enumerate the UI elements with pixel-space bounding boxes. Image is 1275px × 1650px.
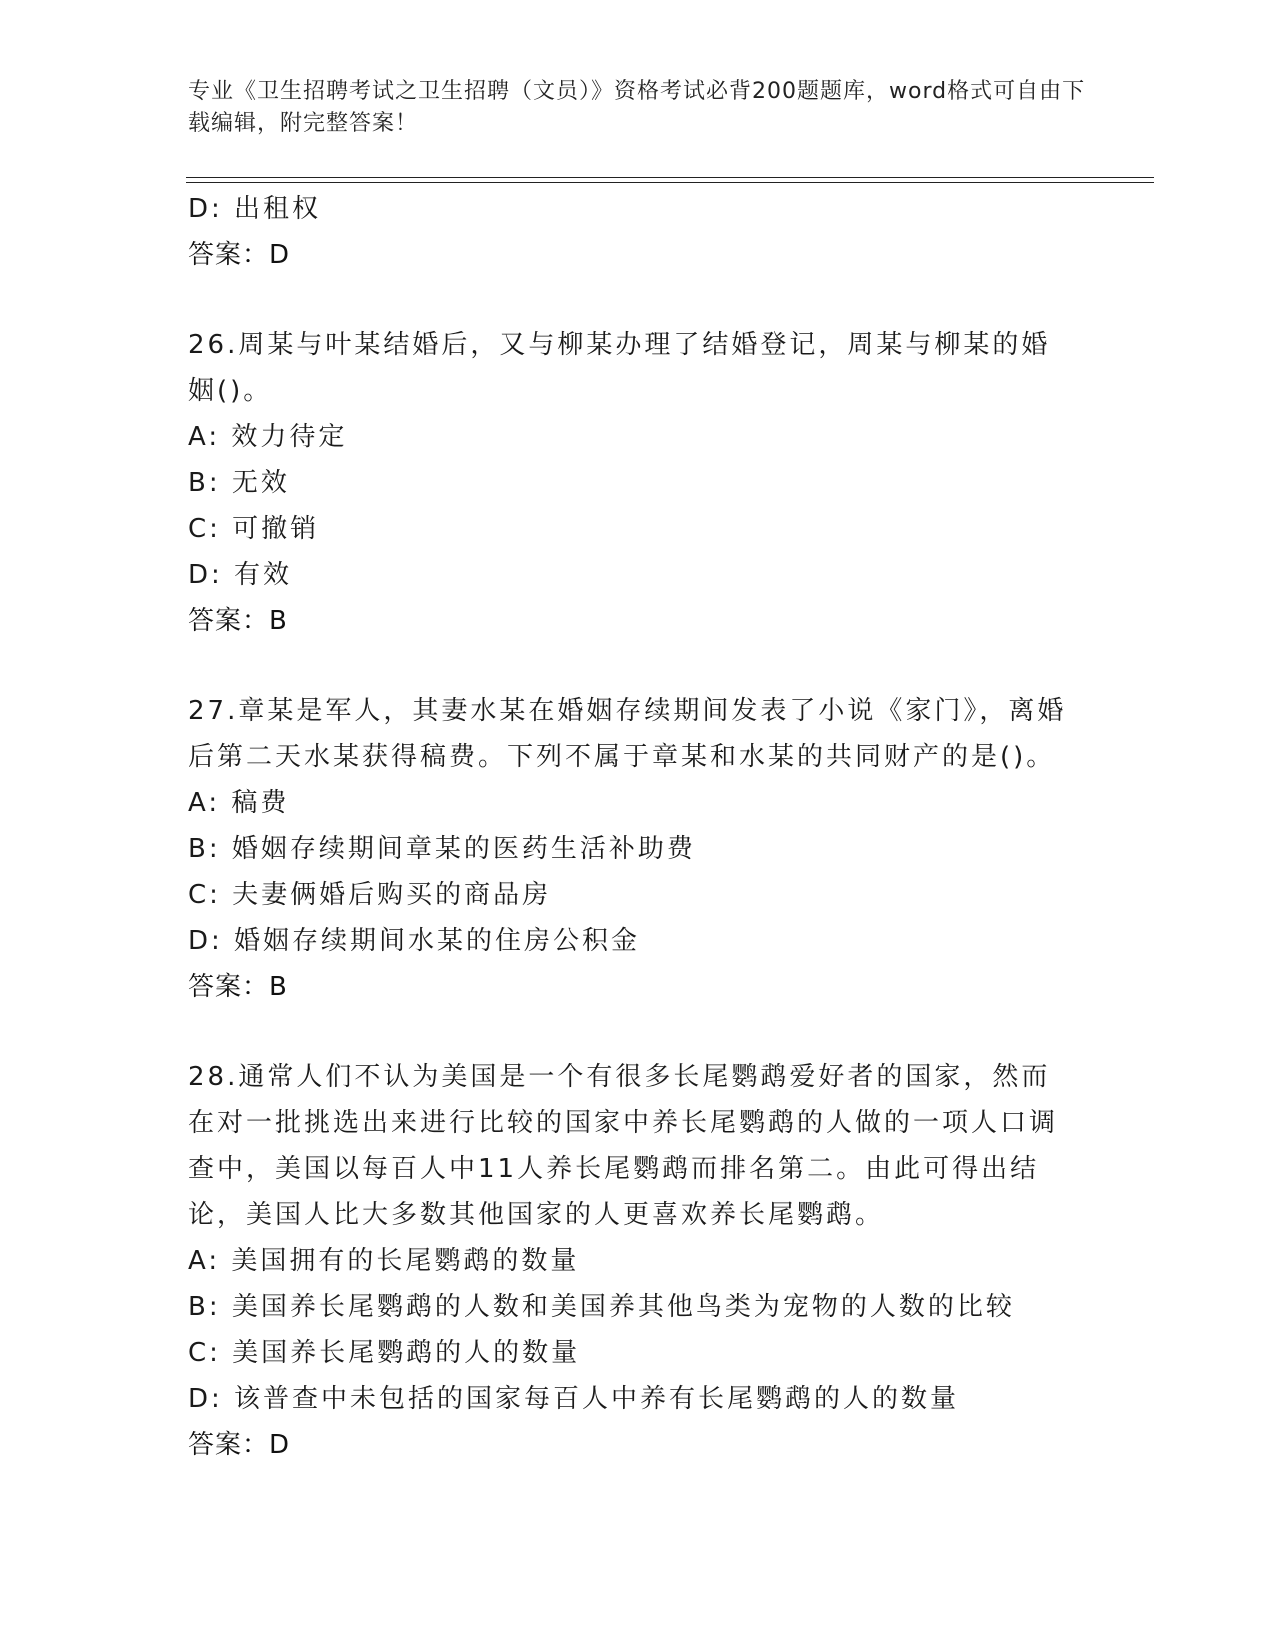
answer-line: 答案：D: [188, 240, 291, 270]
option-b: B: 美国养长尾鹦鹉的人数和美国养其他鸟类为宠物的人数的比较: [188, 1292, 1015, 1322]
document-body: [188, 186, 1088, 1468]
option-a: A: 美国拥有的长尾鹦鹉的数量: [188, 1246, 580, 1276]
option-a: A: 稿费: [188, 788, 290, 818]
option-c: C: 可撤销: [188, 514, 320, 544]
question-text: 27.章某是军人，其妻水某在婚姻存续期间发表了小说《家门》，离婚后第二天水某获得稿费。下列不属于章某和水某的共同财产的是()。: [188, 696, 1067, 772]
question-27: [188, 688, 1088, 1010]
option-d: D: 婚姻存续期间水某的住房公积金: [188, 926, 641, 956]
document-header: 专业《卫生招聘考试之卫生招聘（文员）》资格考试必背200题题库，word格式可自由下载编辑，附完整答案！: [188, 79, 1086, 136]
header-rule-top: [186, 177, 1154, 178]
option-d: D: 有效: [188, 560, 293, 590]
question-text: 26.周某与叶某结婚后，又与柳某办理了结婚登记，周某与柳某的婚姻()。: [188, 330, 1051, 406]
answer-line: 答案：B: [188, 606, 288, 636]
option-d: D: 出租权: [188, 194, 322, 224]
option-b: B: 婚姻存续期间章某的医药生活补助费: [188, 834, 696, 864]
option-b: B: 无效: [188, 468, 290, 498]
question-fragment: [188, 186, 1088, 278]
option-d: D: 该普查中未包括的国家每百人中养有长尾鹦鹉的人的数量: [188, 1384, 960, 1414]
option-a: A: 效力待定: [188, 422, 348, 452]
option-c: C: 夫妻俩婚后购买的商品房: [188, 880, 552, 910]
answer-line: 答案：B: [188, 972, 288, 1002]
question-26: [188, 322, 1088, 644]
header-rule-bottom: [186, 182, 1154, 183]
question-28: [188, 1054, 1088, 1468]
option-c: C: 美国养长尾鹦鹉的人的数量: [188, 1338, 581, 1368]
question-text: 28.通常人们不认为美国是一个有很多长尾鹦鹉爱好者的国家，然而在对一批挑选出来进行比较的国家中养长尾鹦鹉的人做的一项人口调查中，美国以每百人中11人养长尾鹦鹉而排名第二。由此可得出结论，美国人比大多数其他国家的人更喜欢养长尾鹦鹉。: [188, 1062, 1059, 1230]
answer-line: 答案：D: [188, 1430, 291, 1460]
